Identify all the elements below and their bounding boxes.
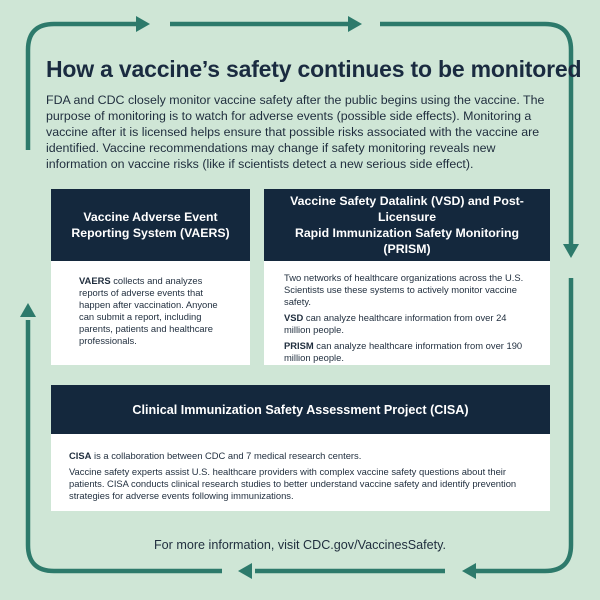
vsd-heading-line2: Rapid Immunization Safety Monitoring (PRISM) (294, 226, 520, 256)
cisa-card-body (51, 434, 550, 502)
vsd-heading-line1: Vaccine Safety Datalink (VSD) and Post-Licensure (290, 194, 524, 224)
vaers-heading-line2: Reporting System (VAERS) (71, 226, 230, 240)
vsd-prism-card-body (264, 261, 550, 364)
page-title: How a vaccine’s safety continues to be monitored (46, 56, 582, 82)
vaers-description: collects and analyzes reports of adverse events that happen after vaccination. Anyone can submit a report, including parents, patients and healthcare professionals. (79, 275, 218, 346)
vaers-bold-label: VAERS (79, 275, 111, 286)
vsd-prism-card-header (264, 189, 550, 261)
vaers-card-body (51, 261, 250, 347)
vaers-card-header (51, 189, 250, 261)
footer-info: For more information, visit CDC.gov/VaccinesSafety. (153, 538, 447, 552)
cisa-card (51, 385, 550, 511)
cisa-heading: Clinical Immunization Safety Assessment Project (CISA) (132, 402, 469, 417)
cisa-detail: Vaccine safety experts assist U.S. healthcare providers with complex vaccine safety questions about their patients. CISA conducts clinical research studies to better understand vaccine safety and identify prevention strategies for adverse events following immunizations. (69, 466, 517, 501)
intro-paragraph: FDA and CDC closely monitor vaccine safety after the public begins using the vaccine. The purpose of monitoring is to watch for adverse events (possible side effects). Monitoring a vaccine after it is licensed helps ensure that possible risks associated with the vaccine are identified. Vaccine recommendations may change if safety monitoring reveals new information on vaccine risks (like if scientists detect a new serious side effect). (46, 93, 545, 171)
vsd-intro: Two networks of healthcare organizations across the U.S. Scientists use these systems to actively monitor vaccine safety. (284, 272, 524, 307)
vaers-heading-line1: Vaccine Adverse Event (83, 210, 218, 224)
vaers-card (51, 189, 250, 365)
cisa-bold-label: CISA (69, 450, 92, 461)
vsd-prism-card (264, 189, 550, 365)
vsd-bold-label: VSD (284, 312, 304, 323)
cisa-card-header (51, 385, 550, 434)
prism-bold-label: PRISM (284, 340, 314, 351)
cisa-description: is a collaboration between CDC and 7 medical research centers. (91, 450, 362, 461)
prism-description: can analyze healthcare information from over 190 million people. (284, 340, 523, 363)
vsd-description: can analyze healthcare information from over 24 million people. (284, 312, 507, 335)
